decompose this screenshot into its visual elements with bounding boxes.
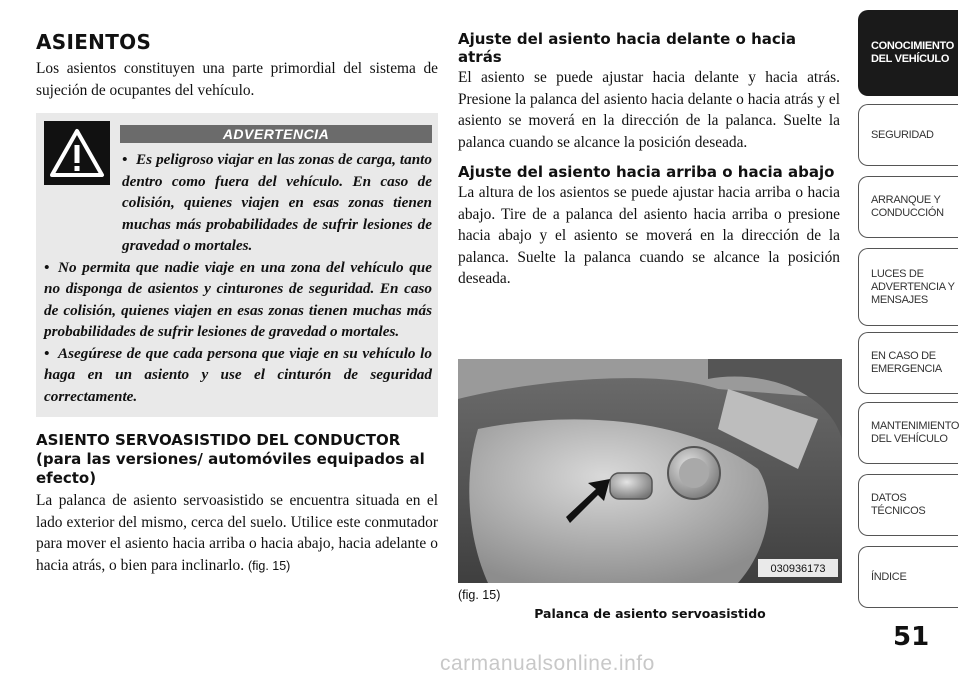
page-number: 51 [893, 622, 930, 652]
warning-triangle-icon [44, 121, 110, 185]
tab-indice[interactable]: ÍNDICE [858, 546, 958, 608]
chapter-tabs [858, 0, 960, 678]
up-down-heading: Ajuste del asiento hacia arriba o hacia abajo [458, 163, 835, 181]
tab-datos[interactable]: DATOS TÉCNICOS [858, 474, 958, 536]
figure-caption: Palanca de asiento servoasistido [534, 606, 766, 621]
seat-lever-photo [458, 359, 842, 583]
warning-item-3: • Asegúrese de que cada persona que viaje en su vehículo lo haga en un asiento y use el cinturón de seguridad correctamente. [44, 344, 432, 405]
power-seat-heading: ASIENTO SERVOASISTIDO DEL CONDUCTOR (para las versiones/ automóviles equipados al efecto) [36, 431, 425, 487]
warning-item-2: • No permita que nadie viaje en una zona del vehículo que no disponga de asientos y cinturones de seguridad. En caso de colisión, quienes viajen en esas zonas tienen muchas más probabilidades de sufrir lesiones de gravedad o mortales. [44, 258, 432, 340]
left-column [36, 30, 438, 577]
section-title: ASIENTOS [36, 30, 152, 54]
tab-arranque[interactable]: ARRANQUE Y CONDUCCIÓN [858, 176, 958, 238]
warning-box [36, 113, 438, 417]
intro-paragraph: Los asientos constituyen una parte primordial del sistema de sujeción de ocupantes del vehículo. [36, 60, 438, 99]
tab-emergencia[interactable]: EN CASO DE EMERGENCIA [858, 332, 958, 394]
right-column [458, 30, 840, 290]
figure-label: (fig. 15) [458, 588, 501, 602]
fore-aft-heading: Ajuste del asiento hacia delante o hacia atrás [458, 30, 797, 66]
power-seat-paragraph [36, 490, 438, 577]
tab-seguridad[interactable]: SEGURIDAD [858, 104, 958, 166]
warning-item-1-text: Es peligroso viajar en las zonas de carga, tanto dentro como fuera del vehículo. En caso de colisión, quienes viajen en esas zonas tienen muchas más probabilidades de sufrir lesiones de gravedad o mortales. [122, 151, 432, 254]
figure-reference[interactable]: (fig. 15) [247, 558, 291, 573]
watermark: carmanualsonline.info [440, 652, 655, 675]
photo-code: 030936173 [770, 563, 826, 575]
power-seat-text: La palanca de asiento servoasistido se encuentra situada en el lado exterior del mismo, cerca del suelo. Utilice este conmutador para mover el asiento hacia arriba o hacia abajo, hacia adelante o hacia atrás, o bien para inclinarlo. [36, 492, 438, 574]
warning-item-2-text: No permita que nadie viaje en una zona del vehículo que no disponga de asientos y cinturones de seguridad. En caso de colisión, quienes viajen en esas zonas tienen muchas más probabilidades de sufrir lesiones de gravedad o mortales. [44, 258, 432, 340]
fore-aft-paragraph: El asiento se puede ajustar hacia delante y hacia atrás. Presione la palanca del asiento hacia delante o hacia atrás y el asiento se moverá en la dirección de la palanca. Suelte la palanca cuando se alcance la posición deseada. [458, 69, 840, 151]
warning-item-3-text: Asegúrese de que cada persona que viaje en su vehículo lo haga en un asiento y use el cinturón de seguridad correctamente. [44, 344, 432, 405]
warning-title: ADVERTENCIA [120, 125, 432, 143]
up-down-paragraph: La altura de los asientos se puede ajustar hacia arriba o hacia abajo. Tire de a palanca del asiento hacia arriba o presione hacia abajo y el asiento se moverá en la dirección de la palanca. Suelte la palanca cuando se alcance la posición deseada. [458, 184, 840, 287]
tab-mantenimiento[interactable]: MANTENIMIENTO DEL VEHÍCULO [858, 402, 958, 464]
tab-conocimiento[interactable]: CONOCIMIENTO DEL VEHÍCULO [858, 10, 958, 96]
tab-luces[interactable]: LUCES DE ADVERTENCIA Y MENSAJES [858, 248, 958, 326]
warning-item-1: • Es peligroso viajar en las zonas de carga, tanto dentro como fuera del vehículo. En caso de colisión, quienes viajen en esas zonas tienen muchas más probabilidades de sufrir lesiones de gravedad o mortales. [122, 151, 432, 254]
